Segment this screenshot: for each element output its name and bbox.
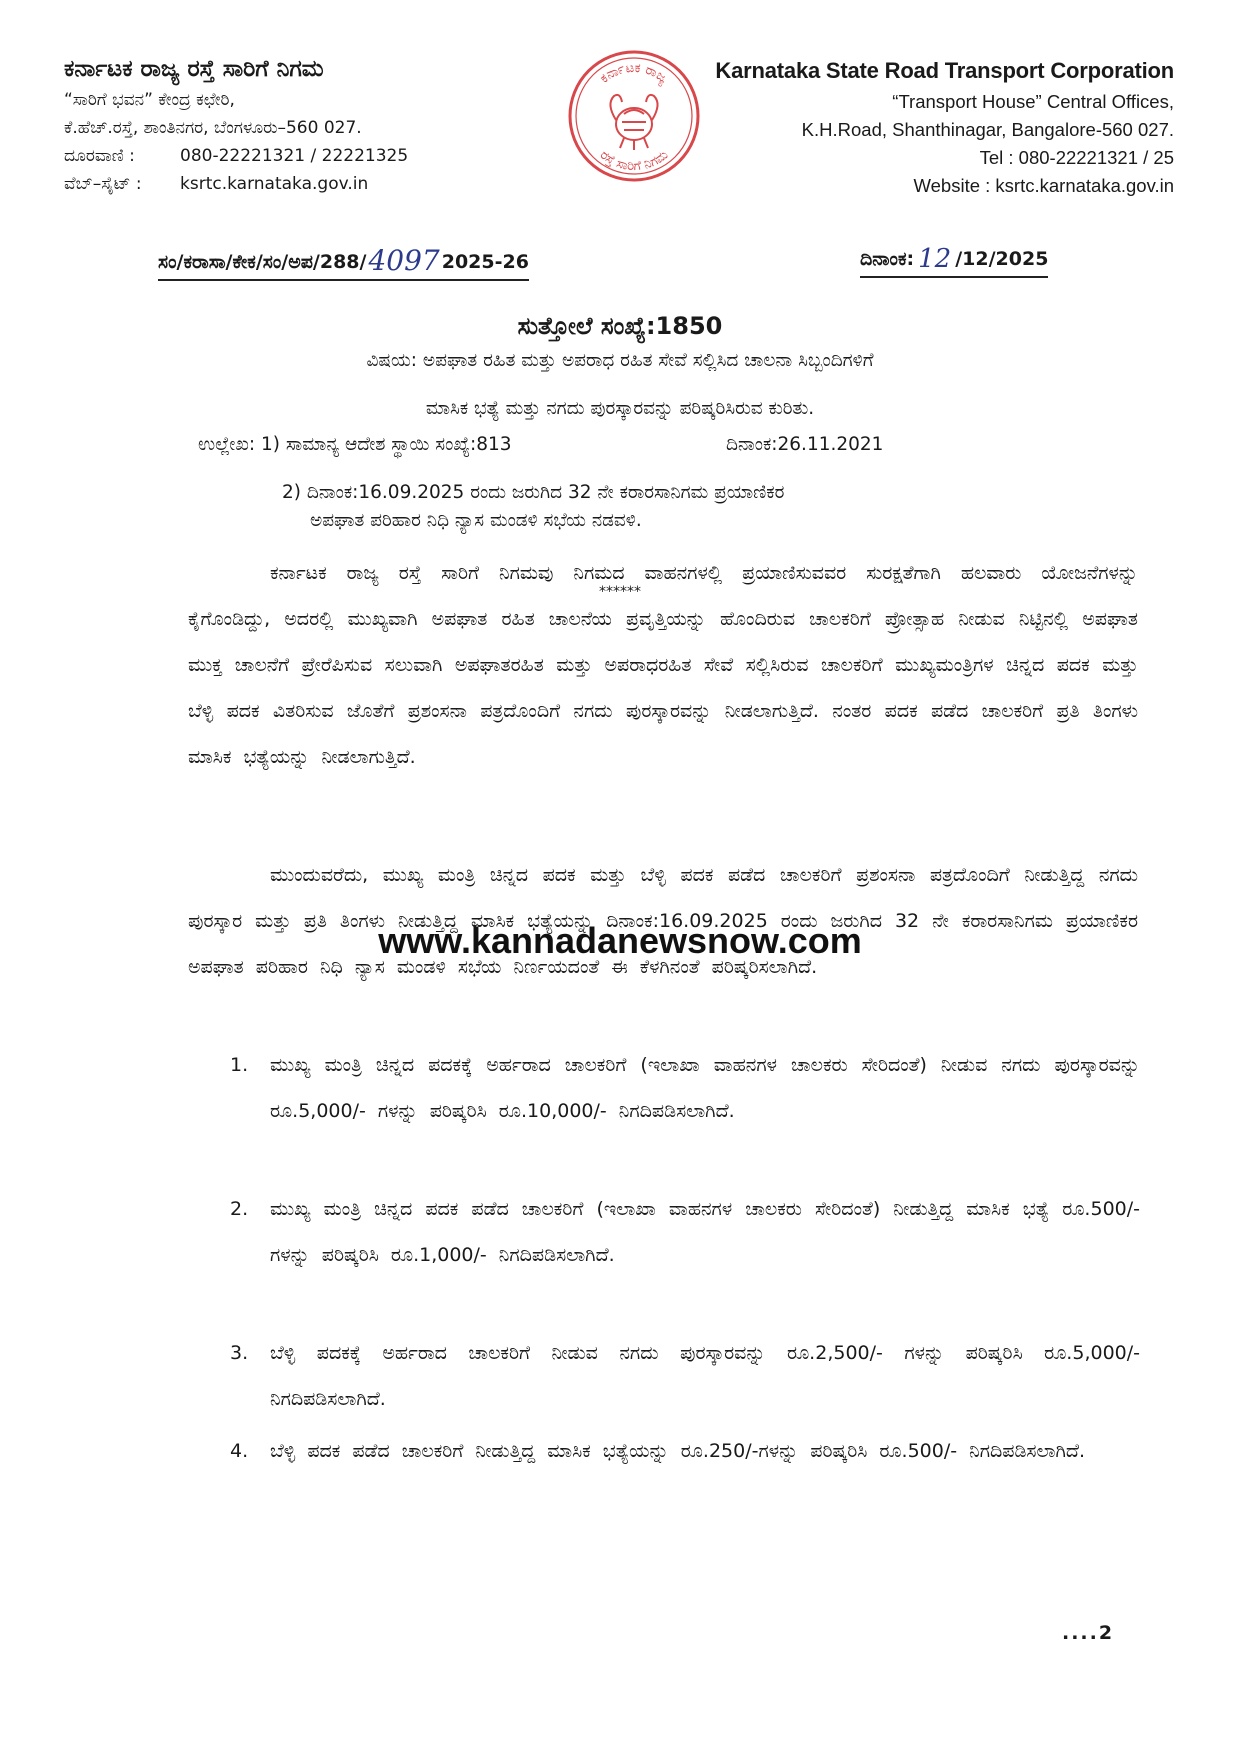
list-item-number: 4. — [230, 1440, 249, 1462]
svg-text:ರಸ್ತೆ ಸಾರಿಗೆ ನಿಗಮ — [597, 148, 671, 175]
body-paragraph-2-text: ಮುಂದುವರೆದು, ಮುಖ್ಯ ಮಂತ್ರಿ ಚಿನ್ನದ ಪದಕ ಮತ್ತು ಬೆಳ್ಳಿ ಪದಕ ಪಡೆದ ಚಾಲಕರಿಗೆ ಪ್ರಶಂಸನಾ ಪತ್ರದೊಂದಿಗೆ ನೀಡುತ್ತಿದ್ದ ನಗದು ಪುರಸ್ಕಾರ ಮತ್ತು ಪ್ರತಿ ತಿಂಗಳು ನೀಡುತ್ತಿದ್ದ ಮಾಸಿಕ ಭತ್ಯೆಯನ್ನು ದಿನಾಂಕ:16.09.2025 ರಂದು ಜರುಗಿದ 32 ನೇ ಕರಾರಸಾನಿಗಮ ಪ್ರಯಾಣಿಕರ ಅಪಘಾತ ಪರಿಹಾರ ನಿಧಿ ನ್ಯಾಸ ಮಂಡಳಿ ಸಭೆಯ ನಿರ್ಣಯದಂತೆ ಈ ಕೆಳಗಿನಂತೆ ಪರಿಷ್ಕರಿಸಲಾಗಿದೆ. — [188, 864, 1138, 978]
list-item-number: 2. — [230, 1198, 249, 1220]
reference-number — [158, 244, 529, 281]
reference-1-date: ದಿನಾಂಕ:26.11.2021 — [726, 434, 884, 455]
org-name-english: Karnataka State Road Transport Corporation — [715, 58, 1174, 83]
list-item-text: ಮುಖ್ಯ ಮಂತ್ರಿ ಚಿನ್ನದ ಪದಕ ಪಡೆದ ಚಾಲಕರಿಗೆ (ಇಲಾಖಾ ವಾಹನಗಳ ಚಾಲಕರು ಸೇರಿದಂತೆ) ನೀಡುತ್ತಿದ್ದ ಮಾಸಿಕ ಭತ್ಯೆ ರೂ.500/- ಗಳನ್ನು ಪರಿಷ್ಕರಿಸಿ ರೂ.1,000/- ನಿಗದಿಪಡಿಸಲಾಗಿದೆ. — [270, 1198, 1140, 1266]
address-kannada: ಕೆ.ಹೆಚ್.ರಸ್ತೆ, ಶಾಂತಿನಗರ, ಬೆಂಗಳೂರು–560 027. — [64, 118, 362, 138]
address-english: K.H.Road, Shanthinagar, Bangalore-560 027. — [801, 119, 1174, 140]
document-date — [860, 244, 1048, 278]
separator-stars: ****** — [599, 584, 641, 600]
web-label-kannada: ವೆಬ್–ಸೈಟ್ : — [64, 174, 142, 194]
org-name-kannada: ಕರ್ನಾಟಕ ರಾಜ್ಯ ರಸ್ತೆ ಸಾರಿಗೆ ನಿಗಮ — [64, 56, 324, 82]
body-paragraph-1-text: ಕರ್ನಾಟಕ ರಾಜ್ಯ ರಸ್ತೆ ಸಾರಿಗೆ ನಿಗಮವು ನಿಗಮದ ವಾಹನಗಳಲ್ಲಿ ಪ್ರಯಾಣಿಸುವವರ ಸುರಕ್ಷತೆಗಾಗಿ ಹಲವಾರು ಯೋಜನೆಗಳನ್ನು ಕೈಗೊಂಡಿದ್ದು, ಅದರಲ್ಲಿ ಮುಖ್ಯವಾಗಿ ಅಪಘಾತ ರಹಿತ ಚಾಲನೆಯ ಪ್ರವೃತ್ತಿಯನ್ನು ಹೊಂದಿರುವ ಚಾಲಕರಿಗೆ ಪ್ರೋತ್ಸಾಹ ನೀಡುವ ನಿಟ್ಟಿನಲ್ಲಿ ಅಪಘಾತ ಮುಕ್ತ ಚಾಲನೆಗೆ ಪ್ರೇರೆಪಿಸುವ ಸಲುವಾಗಿ ಅಪಘಾತರಹಿತ ಮತ್ತು ಅಪರಾಧರಹಿತ ಸೇವೆ ಸಲ್ಲಿಸಿರುವ ಚಾಲಕರಿಗೆ ಮುಖ್ಯಮಂತ್ರಿಗಳ ಚಿನ್ನದ ಪದಕ ಮತ್ತು ಬೆಳ್ಳಿ ಪದಕ ವಿತರಿಸುವ ಜೊತೆಗೆ ಪ್ರಶಂಸನಾ ಪತ್ರದೊಂದಿಗೆ ನಗದು ಪುರಸ್ಕಾರವನ್ನು ನೀಡಲಾಗುತ್ತಿದೆ. ನಂತರ ಪದಕ ಪಡೆದ ಚಾಲಕರಿಗೆ ಪ್ರತಿ ತಿಂಗಳು ಮಾಸಿಕ ಭತ್ಯೆಯನ್ನು ನೀಡಲಾಗುತ್ತಿದೆ. — [188, 562, 1138, 768]
reference-2-line-1: 2) ದಿನಾಂಕ:16.09.2025 ರಂದು ಜರುಗಿದ 32 ನೇ ಕರಾರಸಾನಿಗಮ ಪ್ರಯಾಣಿಕರ — [282, 482, 785, 503]
web-line-kannada — [64, 170, 524, 198]
header-kannada-block — [64, 52, 524, 198]
seal-bottom-text: ರಸ್ತೆ ಸಾರಿಗೆ ನಿಗಮ — [596, 147, 672, 175]
date-rest: /12/2025 — [955, 248, 1049, 270]
office-kannada: “ಸಾರಿಗೆ ಭವನ” ಕೇಂದ್ರ ಕಛೇರಿ, — [64, 90, 235, 110]
list-item-text: ಬೆಳ್ಳಿ ಪದಕಕ್ಕೆ ಅರ್ಹರಾದ ಚಾಲಕರಿಗೆ ನೀಡುವ ನಗದು ಪುರಸ್ಕಾರವನ್ನು ರೂ.2,500/- ಗಳನ್ನು ಪರಿಷ್ಕರಿಸಿ ರೂ.5,000/- ನಿಗದಿಪಡಿಸಲಾಗಿದೆ. — [270, 1342, 1140, 1410]
body-paragraph-2 — [188, 852, 1138, 990]
phone-line-kannada — [64, 142, 524, 170]
ksrtc-seal-logo — [562, 44, 706, 188]
list-item-number: 3. — [230, 1342, 249, 1364]
svg-text:ಕರ್ನಾಟಕ ರಾಜ್ಯ — [597, 61, 670, 88]
handwritten-reference-number: 4097 — [368, 244, 440, 277]
reference-suffix: 2025-26 — [441, 251, 529, 273]
reference-1: ಉಲ್ಲೇಖ: 1) ಸಾಮಾನ್ಯ ಆದೇಶ ಸ್ಥಾಯಿ ಸಂಖ್ಯೆ:813 — [198, 434, 512, 455]
date-label: ದಿನಾಂಕ: — [860, 248, 915, 270]
list-item-text: ಮುಖ್ಯ ಮಂತ್ರಿ ಚಿನ್ನದ ಪದಕಕ್ಕೆ ಅರ್ಹರಾದ ಚಾಲಕರಿಗೆ (ಇಲಾಖಾ ವಾಹನಗಳ ಚಾಲಕರು ಸೇರಿದಂತೆ) ನೀಡುವ ನಗದು ಪುರಸ್ಕಾರವನ್ನು ರೂ.5,000/- ಗಳನ್ನು ಪರಿಷ್ಕರಿಸಿ ರೂ.10,000/- ನಿಗದಿಪಡಿಸಲಾಗಿದೆ. — [270, 1054, 1140, 1122]
watermark-url: www.kannadanewsnow.com — [378, 920, 862, 961]
office-english: “Transport House” Central Offices, — [892, 91, 1174, 112]
list-item — [230, 1186, 1140, 1278]
subject-line-2: ಮಾಸಿಕ ಭತ್ಯೆ ಮತ್ತು ನಗದು ಪುರಸ್ಕಾರವನ್ನು ಪರಿಷ್ಕರಿಸಿರುವ ಕುರಿತು. — [425, 398, 815, 419]
reference-2-line-2: ಅಪಘಾತ ಪರಿಹಾರ ನಿಧಿ ನ್ಯಾಸ ಮಂಡಳಿ ಸಭೆಯ ನಡವಳಿ. — [310, 510, 642, 531]
header-english-block — [704, 54, 1174, 200]
list-item — [230, 1428, 1140, 1474]
page-continuation-marker: ....2 — [1062, 1622, 1115, 1644]
handwritten-date-day: 12 — [918, 244, 952, 274]
reference-prefix: ಸಂ/ಕರಾಸಾ/ಕೇಕ/ಸಂ/ಅಪ/288/ — [158, 251, 367, 273]
subject-line-1: ವಿಷಯ: ಅಪಘಾತ ರಹಿತ ಮತ್ತು ಅಪರಾಧ ರಹಿತ ಸೇವೆ ಸಲ್ಲಿಸಿದ ಚಾಲನಾ ಸಿಬ್ಬಂದಿಗಳಿಗೆ — [366, 350, 874, 371]
list-item — [230, 1042, 1140, 1134]
website-english: Website : ksrtc.karnataka.gov.in — [913, 175, 1174, 196]
list-item-number: 1. — [230, 1054, 249, 1076]
circular-title: ಸುತ್ತೋಲೆ ಸಂಖ್ಯೆ:1850 — [517, 312, 723, 340]
list-item — [230, 1330, 1140, 1422]
list-item-text: ಬೆಳ್ಳಿ ಪದಕ ಪಡೆದ ಚಾಲಕರಿಗೆ ನೀಡುತ್ತಿದ್ದ ಮಾಸಿಕ ಭತ್ಯೆಯನ್ನು ರೂ.250/-ಗಳನ್ನು ಪರಿಷ್ಕರಿಸಿ ರೂ.500/- ನಿಗದಿಪಡಿಸಲಾಗಿದೆ. — [270, 1440, 1085, 1462]
web-url-kannada: ksrtc.karnataka.gov.in — [180, 174, 369, 194]
seal-top-text: ಕರ್ನಾಟಕ ರಾಜ್ಯ — [597, 60, 671, 87]
tel-english: Tel : 080-22221321 / 25 — [979, 147, 1174, 168]
phone-label-kannada: ದೂರವಾಣಿ : — [64, 146, 135, 166]
body-paragraph-1 — [188, 550, 1138, 780]
phone-number-kannada: 080-22221321 / 22221325 — [180, 146, 409, 166]
